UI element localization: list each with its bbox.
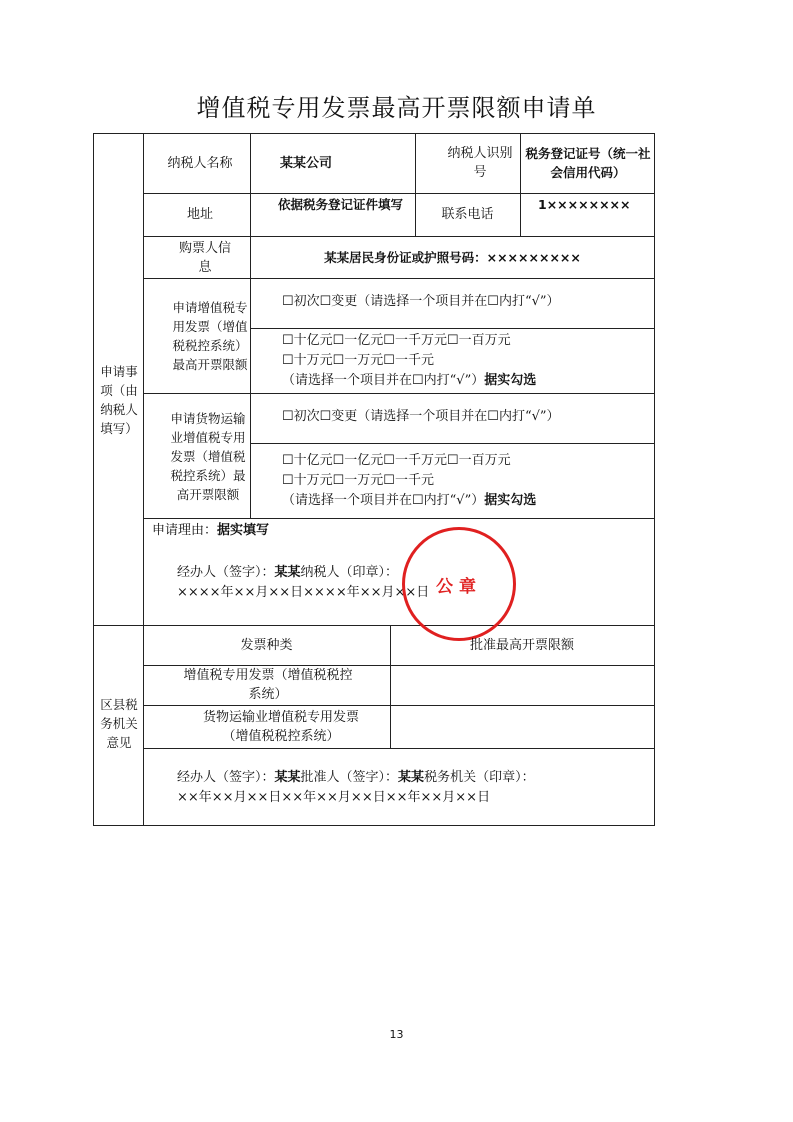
handler-sign-value: 某某 [274, 565, 301, 580]
tax-office-seal-label: 税务机关（印章）： [424, 770, 535, 785]
reason-date-line: ××××年××月××日××××年××月××日 [177, 585, 430, 600]
approval-row1-limit [390, 665, 654, 705]
taxpayer-id-label: 纳税人识别号 [447, 146, 513, 180]
invoice-type-header: 发票种类 [240, 637, 293, 653]
freight-amount-options-1: ☐十亿元☐一亿元☐一千万元☐一百万元 [282, 453, 511, 468]
reason-value: 据实填写 [217, 523, 270, 538]
taxpayer-seal-label: 纳税人（印章）： [300, 565, 399, 580]
freight-type-options: ☐初次☐变更（请选择一个项目并在☐内打“√”） [282, 409, 560, 424]
company-seal-stamp [402, 527, 516, 641]
approval-row2-limit [390, 705, 654, 748]
address-value: 依据税务登记证件填写 [278, 197, 404, 212]
page-number: 13 [389, 1028, 404, 1041]
vat-special-amount-note [282, 371, 536, 391]
section-applicant-label: 申请事项（由纳税人填写） [100, 364, 138, 436]
taxpayer-id-value: 税务登记证号（统一社会信用代码） [525, 146, 651, 180]
taxpayer-name-label: 纳税人名称 [167, 155, 233, 171]
freight-amount-options-2: ☐十万元☐一万元☐一千元 [282, 473, 434, 488]
address-label: 地址 [186, 207, 213, 222]
approval-row1-type: 增值税专用发票（增值税税控系统） [183, 668, 353, 702]
approver-value: 某某 [398, 770, 425, 785]
handler-sign-label: 经办人（签字）： [177, 565, 275, 580]
vat-special-amount-options-1: ☐十亿元☐一亿元☐一千万元☐一百万元 [282, 333, 511, 348]
freight-amount-note [282, 491, 536, 511]
approved-limit-header: 批准最高开票限额 [469, 637, 574, 653]
approval-row2-type: 货物运输业增值税专用发票（增值税税控系统） [202, 709, 359, 744]
reason-signature-line [177, 563, 398, 583]
freight-limit-label: 申请货物运输业增值税专用发票（增值税税控系统）最高开票限额 [170, 411, 246, 502]
tax-office-date-line: ××年××月××日××年××月××日××年××月××日 [177, 790, 491, 805]
reason-label: 申请理由： [152, 523, 218, 538]
buyer-info-label: 购票人信息 [178, 241, 231, 275]
phone-label: 联系电话 [441, 207, 494, 222]
vat-special-limit-label: 申请增值税专用发票（增值税税控系统）最高开票限额 [172, 300, 248, 372]
vat-special-note-bold: 据实勾选 [484, 373, 537, 388]
section-tax-office-label: 区县税务机关意见 [100, 696, 138, 750]
page-title: 增值税专用发票最高开票限额申请单 [196, 94, 597, 122]
vat-special-amount-options-2: ☐十万元☐一万元☐一千元 [282, 353, 434, 368]
tax-office-signature-line [177, 768, 535, 788]
taxpayer-name-value: 某某公司 [280, 155, 333, 171]
freight-note-bold: 据实勾选 [484, 493, 537, 508]
reason-line [152, 521, 269, 541]
approver-label: 批准人（签字）： [300, 770, 399, 785]
freight-note-text: （请选择一个项目并在☐内打“√”） [282, 493, 485, 508]
tax-handler-label: 经办人（签字）： [177, 770, 275, 785]
buyer-info-value: 某某居民身份证或护照号码：××××××××× [324, 249, 581, 265]
tax-handler-value: 某某 [274, 770, 301, 785]
phone-value: 1×××××××× [538, 197, 631, 212]
vat-special-type-options: ☐初次☐变更（请选择一个项目并在☐内打“√”） [282, 294, 560, 309]
vat-special-note-text: （请选择一个项目并在☐内打“√”） [282, 373, 485, 388]
seal-text: 公章 [436, 577, 482, 597]
